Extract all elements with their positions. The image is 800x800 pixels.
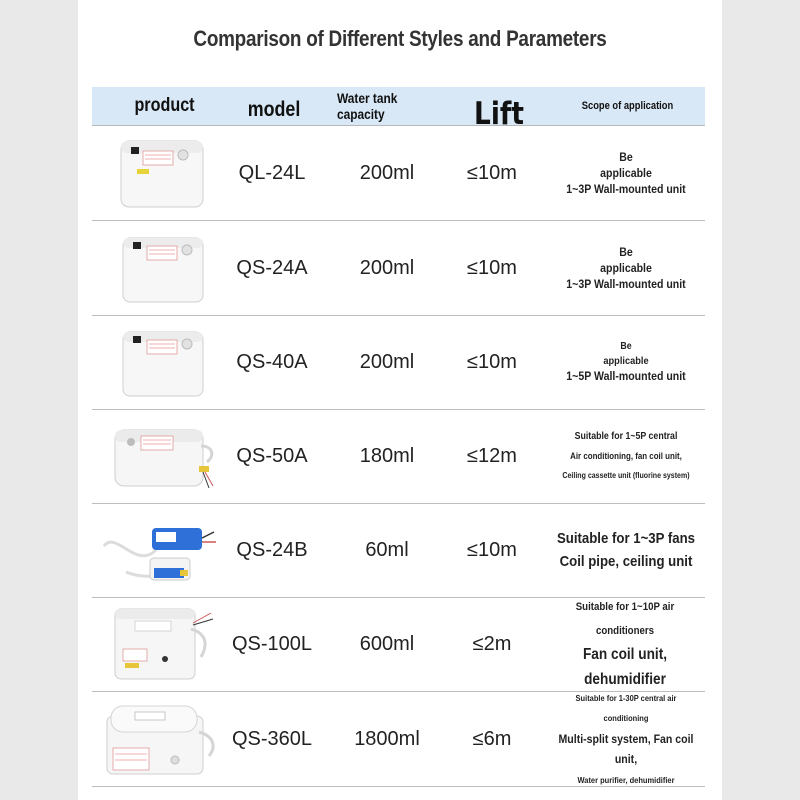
header-capacity: Water tank capacity [337, 90, 398, 122]
table-row [92, 503, 705, 598]
table-row [92, 315, 705, 410]
scope-line: applicable [600, 165, 652, 180]
table-row [92, 597, 705, 692]
header-lift: Lift [474, 96, 524, 132]
table-header [92, 87, 705, 132]
scope-line: Coil pipe, ceiling unit [559, 553, 693, 570]
table-row [92, 221, 705, 316]
scope-line: 1~3P Wall-mounted unit [566, 277, 686, 292]
header-model: model [247, 98, 301, 121]
product-image [96, 409, 226, 503]
scope-line: Fan coil unit, dehumidifier [582, 646, 668, 689]
capacity-cell: 200ml [359, 350, 415, 373]
scope-line: Suitable for 1~10P air conditioners [575, 601, 675, 638]
table-row [92, 692, 705, 787]
lift-cell: ≤10m [467, 538, 517, 561]
tall-pump-image [101, 603, 221, 685]
scope-line: Be [619, 149, 633, 164]
model-cell: QS-100L [231, 632, 313, 655]
large-pump-image [99, 698, 223, 780]
scope-cell [556, 315, 697, 409]
model-cell: QS-24A [236, 256, 308, 279]
lift-cell: ≤10m [467, 256, 517, 279]
product-image [96, 597, 226, 691]
capacity-cell: 60ml [365, 538, 409, 561]
capacity-cell: 600ml [359, 632, 415, 655]
pump-box-image [113, 322, 209, 402]
scope-line: applicable [600, 260, 652, 275]
scope-line: Be [619, 244, 633, 259]
header-product: product [134, 95, 195, 116]
model-cell: QS-24B [236, 538, 308, 561]
product-image [96, 221, 226, 315]
scope-cell [556, 503, 697, 597]
lift-cell: ≤12m [467, 444, 517, 467]
table-row [92, 409, 705, 504]
product-image [96, 692, 226, 786]
model-cell: QL-24L [238, 161, 306, 184]
capacity-cell: 200ml [359, 256, 415, 279]
scope-line: Be [620, 341, 632, 353]
model-cell: QS-40A [236, 350, 308, 373]
scope-line: applicable [603, 354, 649, 367]
scope-line: Water purifier, dehumidifier [577, 774, 675, 785]
scope-line: Suitable for 1~3P fans [556, 529, 696, 547]
product-image [96, 503, 226, 597]
capacity-cell: 180ml [359, 444, 415, 467]
scope-line: Suitable for 1~5P central [574, 430, 678, 442]
product-image [96, 315, 226, 409]
page-title: Comparison of Different Styles and Parameters [193, 26, 607, 51]
scope-line: 1~3P Wall-mounted unit [566, 182, 686, 197]
product-image [96, 126, 226, 220]
scope-line: Ceiling cassette unit (fluorine system) [562, 471, 690, 481]
scope-cell [556, 126, 697, 220]
scope-line: 1~5P Wall-mounted unit [566, 368, 686, 383]
lift-cell: ≤6m [472, 727, 512, 750]
scope-line: Air conditioning, fan coil unit, [570, 450, 682, 461]
pump-box-image [101, 416, 221, 496]
scope-line: Multi-split system, Fan coil unit, [558, 731, 694, 767]
scope-cell [556, 221, 697, 315]
pump-box-image [113, 228, 209, 308]
model-cell: QS-50A [236, 444, 308, 467]
table-row [92, 126, 705, 221]
pump-box-image [113, 133, 209, 213]
scope-cell [556, 692, 697, 786]
scope-cell [556, 409, 697, 503]
capacity-cell: 200ml [359, 161, 415, 184]
header-scope: Scope of application [581, 100, 674, 112]
lift-cell: ≤10m [467, 350, 517, 373]
scope-cell [547, 597, 704, 691]
capacity-cell: 1800ml [354, 727, 420, 750]
lift-cell: ≤10m [467, 161, 517, 184]
scope-line: Suitable for 1-30P central air conditioning [575, 693, 677, 724]
blue-pump-kit-image [96, 510, 226, 590]
model-cell: QS-360L [231, 727, 313, 750]
lift-cell: ≤2m [472, 632, 512, 655]
